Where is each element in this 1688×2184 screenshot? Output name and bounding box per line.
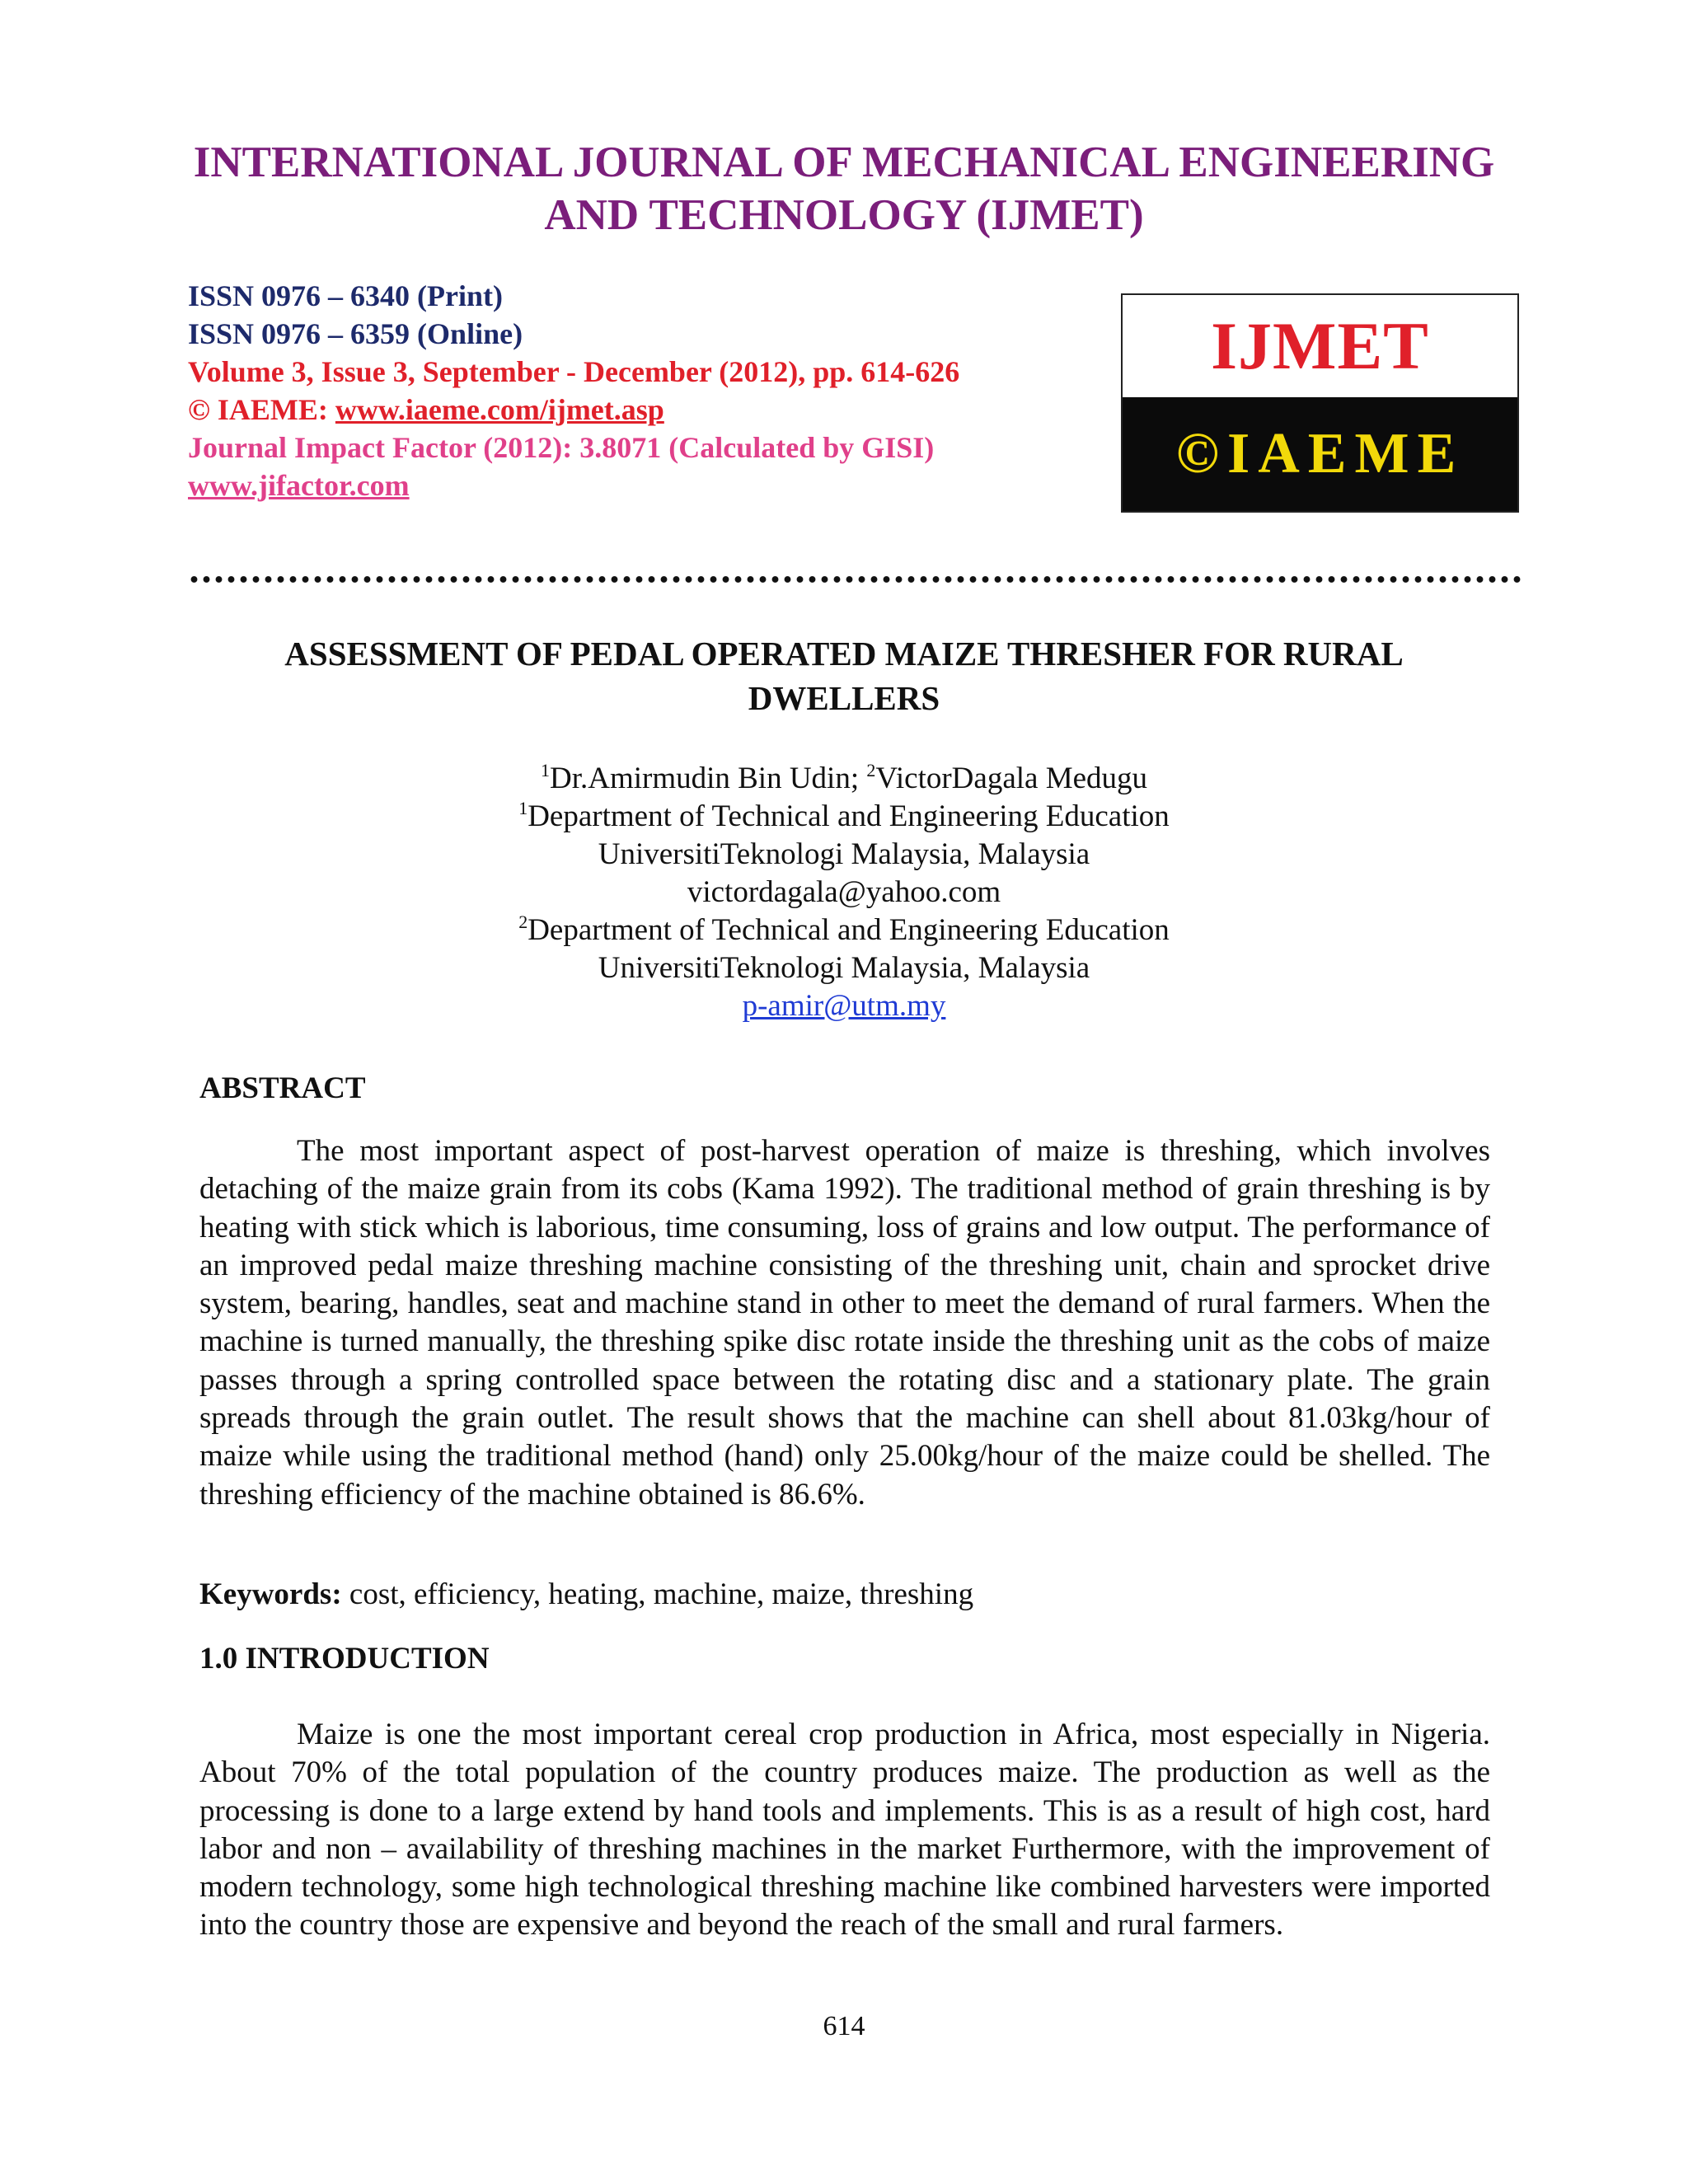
dotted-divider (188, 574, 1523, 585)
affiliation1-sup: 1 (518, 798, 528, 818)
issn-online: ISSN 0976 – 6359 (Online) (188, 317, 523, 350)
affiliation2-email-line (188, 987, 1500, 1025)
abstract-text: The most important aspect of post-harvest operation of maize is threshing, which involves detaching of the maize grain from its cobs (Kama 1992). The traditional method of grain threshing is by heating with stick which is laborious, time consuming, loss of grains and low output. The performance of an improved pedal maize threshing machine consisting of the threshing unit, chain and sprocket drive system, bearing, handles, seat and machine stand in other to meet the demand of rural farmers. When the machine is turned manually, the threshing spike disc rotate inside the threshing unit as the cobs of maize passes through a spring controlled space between the rotating disc and a stationary plate. The grain spreads through the grain outlet. The result shows that the machine can shell about 81.03kg/hour of maize while using the traditional method (hand) only 25.00kg/hour of the maize could be shelled. The threshing efficiency of the machine obtained is 86.6%. (199, 1134, 1490, 1511)
keywords-text: cost, efficiency, heating, machine, maize, threshing (341, 1577, 974, 1611)
affiliation1-univ: UniversitiTeknologi Malaysia, Malaysia (598, 837, 1090, 871)
logo-ijmet: IJMET (1123, 295, 1517, 397)
abstract-heading: ABSTRACT (199, 1071, 366, 1105)
iaeme-link[interactable]: www.iaeme.com/ijmet.asp (335, 393, 664, 426)
journal-logo (1121, 293, 1519, 513)
paper-title: ASSESSMENT OF PEDAL OPERATED MAIZE THRESHER FOR RURAL DWELLERS (284, 635, 1404, 717)
affiliation2-sup: 2 (518, 912, 528, 932)
author2-sup: 2 (866, 760, 876, 780)
keywords-label: Keywords: (199, 1577, 342, 1611)
impact-factor: Journal Impact Factor (2012): 3.8071 (Calculated by GISI) (188, 431, 935, 464)
affiliation2-dept-line (188, 912, 1500, 949)
journal-title-line1: INTERNATIONAL JOURNAL OF MECHANICAL ENGINEERING (193, 138, 1495, 186)
iaeme-line (188, 391, 1095, 429)
author1-sup: 1 (540, 760, 550, 780)
author-block (188, 760, 1500, 1025)
jifactor-link[interactable]: www.jifactor.com (188, 469, 410, 502)
affiliation1-dept-line (188, 798, 1500, 836)
iaeme-prefix: © IAEME: (188, 393, 335, 426)
affiliation2-email-link[interactable]: p-amir@utm.my (742, 989, 946, 1023)
author2-name: VictorDagala Medugu (875, 762, 1148, 795)
author1-name: Dr.Amirmudin Bin Udin; (549, 762, 867, 795)
journal-title (165, 136, 1523, 241)
keywords-line (199, 1576, 1490, 1614)
affiliation1-dept: Department of Technical and Engineering Education (528, 799, 1170, 833)
journal-title-line2: AND TECHNOLOGY (IJMET) (544, 191, 1144, 239)
affiliation1-email: victordagala@yahoo.com (687, 875, 1001, 909)
affiliation2-dept: Department of Technical and Engineering Education (528, 913, 1170, 947)
introduction-heading: 1.0 INTRODUCTION (199, 1642, 490, 1675)
page-number: 614 (823, 2011, 865, 2041)
journal-info (188, 277, 1095, 504)
author-names (188, 760, 1500, 798)
logo-iaeme: ©IAEME (1123, 397, 1517, 511)
introduction-text: Maize is one the most important cereal crop production in Africa, most especially in Nigeria. About 70% of the total population of the country produces maize. The production as well as the processing is done to a large extend by hand tools and implements. This is as a result of high cost, hard labor and non – availability of threshing machines in the market Furthermore, with the improvement of modern technology, some high technological threshing machine like combined harvesters were imported into the country those are expensive and beyond the reach of the small and rural farmers. (199, 1718, 1490, 1943)
affiliation2-univ: UniversitiTeknologi Malaysia, Malaysia (598, 951, 1090, 985)
issn-print: ISSN 0976 – 6340 (Print) (188, 279, 504, 312)
volume-info: Volume 3, Issue 3, September - December (2012), pp. 614-626 (188, 355, 960, 388)
